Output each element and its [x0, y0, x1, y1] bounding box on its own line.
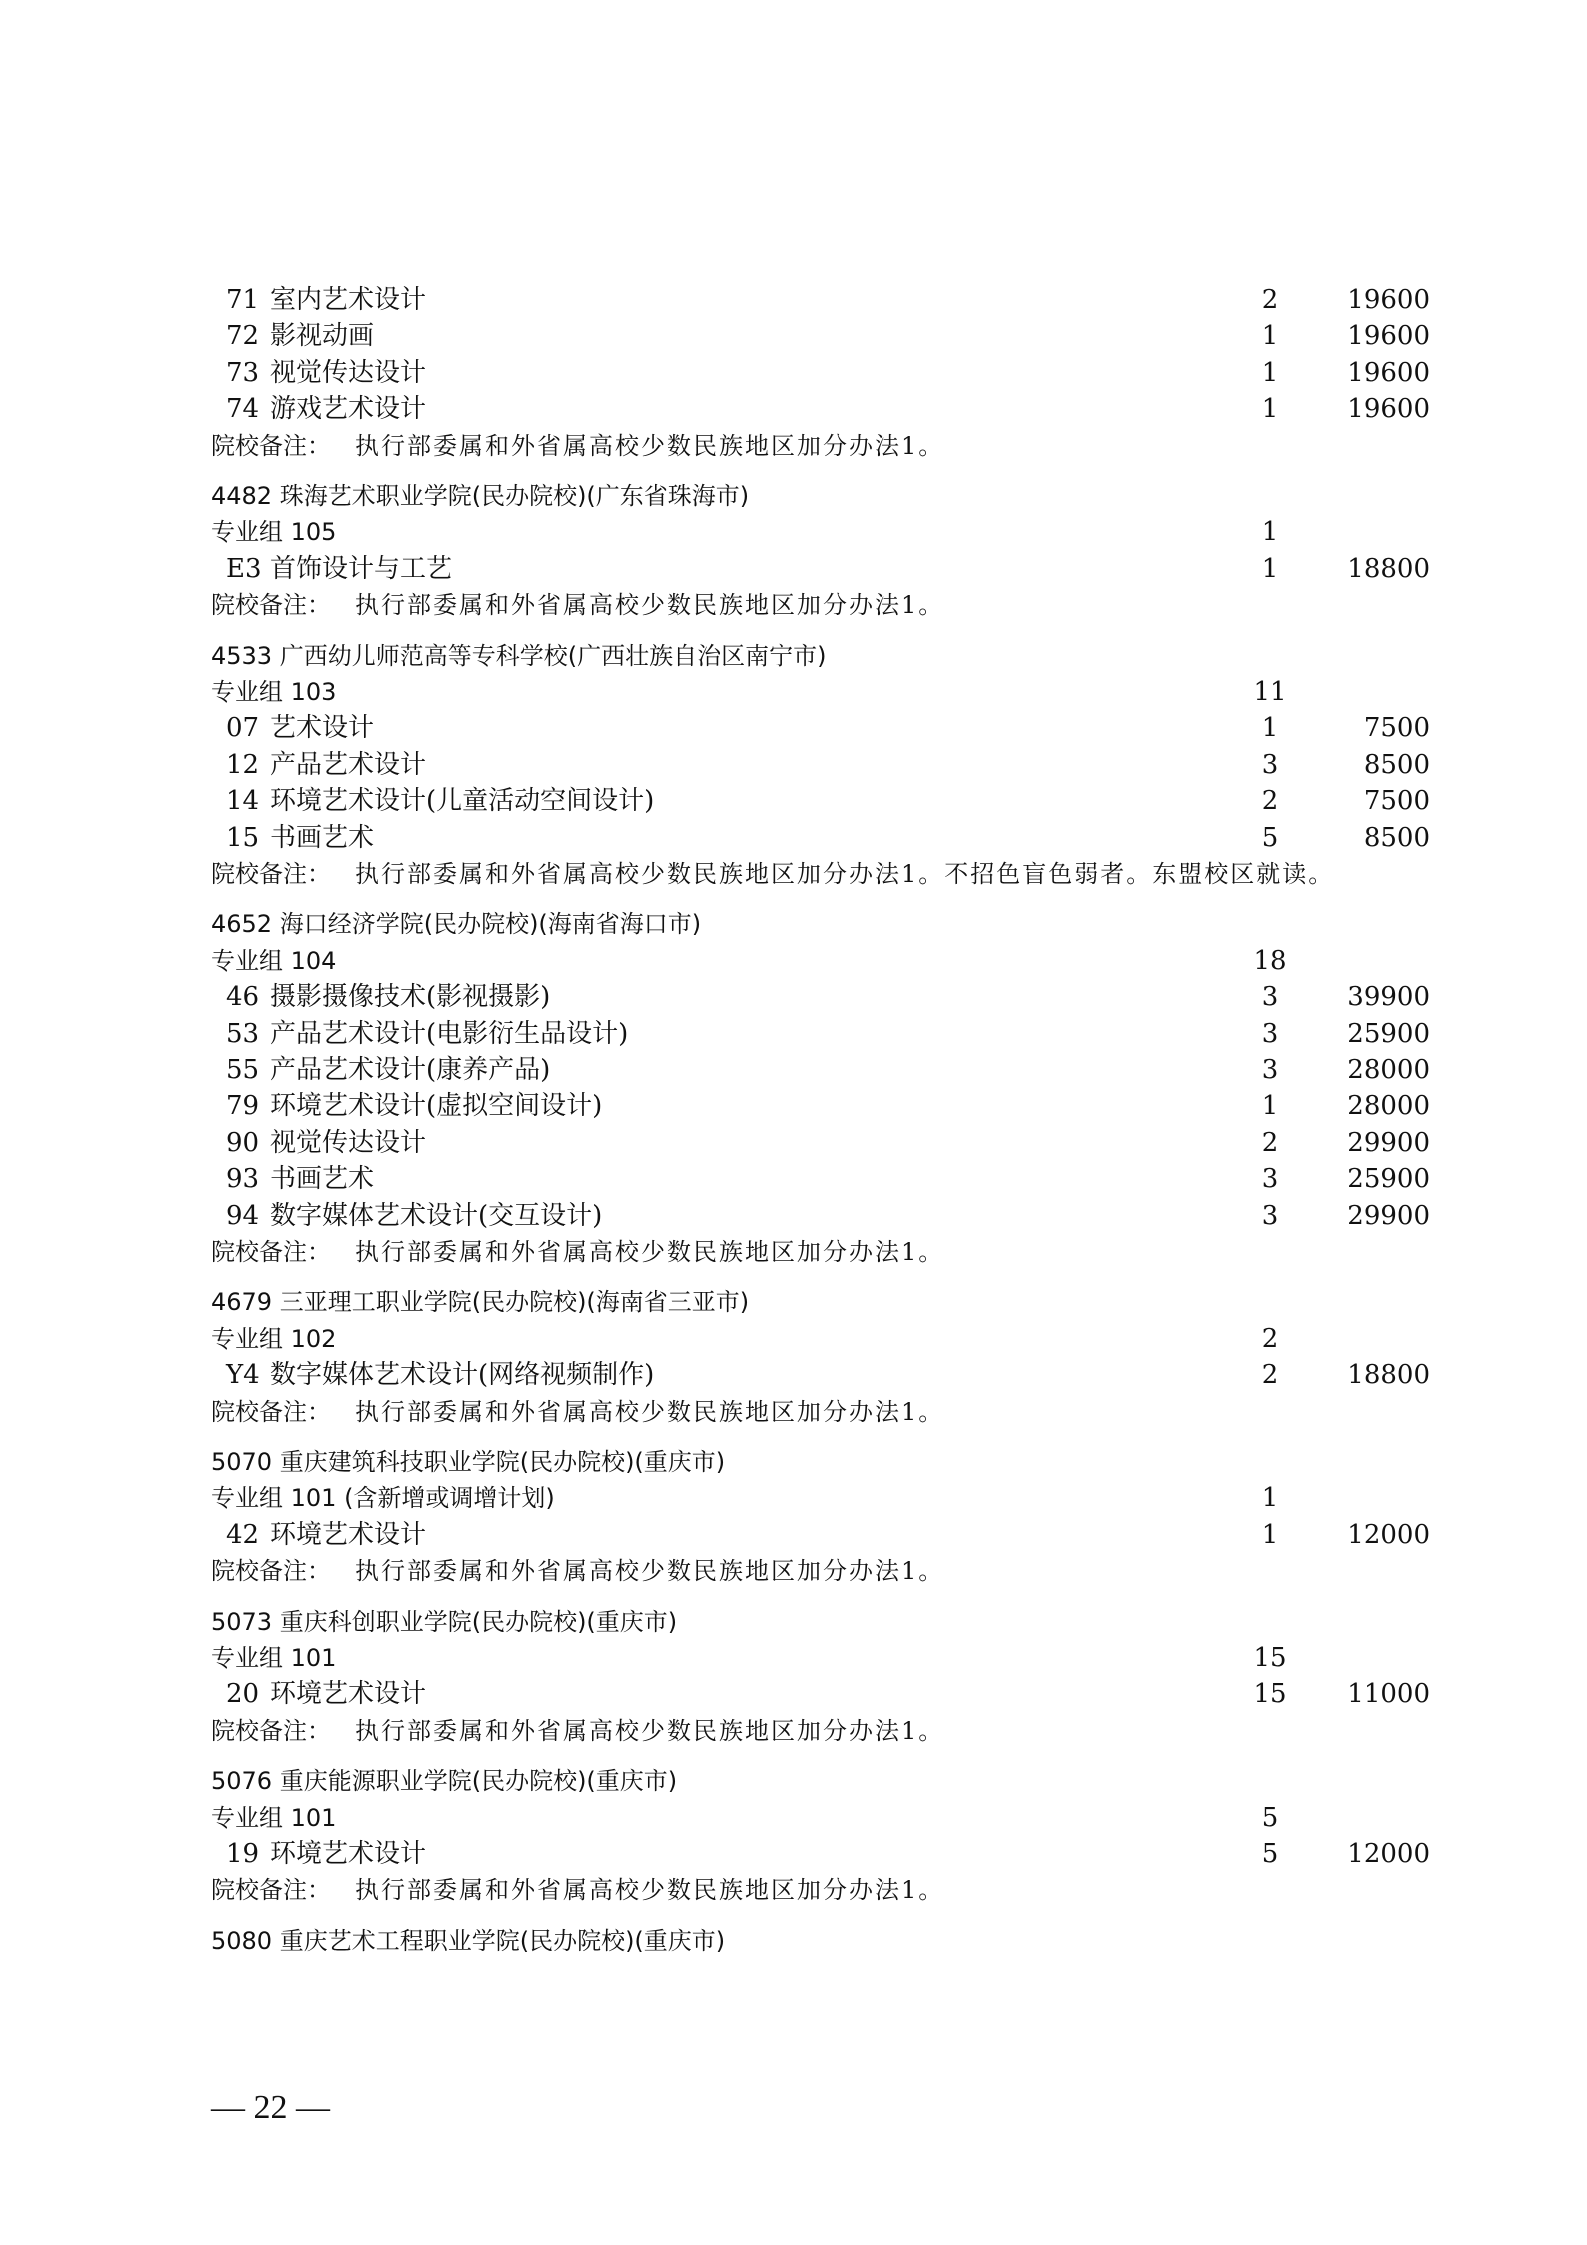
remark-text: 执行部委属和外省属高校少数民族地区加分办法1。 — [355, 1397, 945, 1426]
major-row — [0, 1052, 1587, 1088]
group-title: 专业组 101 (含新增或调增计划) — [211, 1484, 555, 1513]
plan-count: 3 — [1261, 1164, 1279, 1195]
major-name: 产品艺术设计 — [270, 749, 427, 780]
group-title: 专业组 103 — [211, 678, 337, 706]
remark-label: 院校备注： — [211, 431, 331, 460]
school-header-row — [0, 1923, 1587, 1959]
group-plan-count: 5 — [1261, 1802, 1279, 1833]
major-code: 55 — [226, 1055, 260, 1085]
remark-label: 院校备注： — [211, 1876, 331, 1905]
plan-count: 1 — [1261, 321, 1279, 352]
remark-label: 院校备注： — [211, 1238, 331, 1266]
tuition-fee: 19600 — [1347, 394, 1430, 425]
plan-count: 1 — [1261, 357, 1279, 388]
plan-count: 5 — [1261, 822, 1279, 853]
major-row — [0, 551, 1587, 587]
tuition-fee: 25900 — [1347, 1018, 1430, 1049]
plan-count: 1 — [1261, 394, 1279, 425]
tuition-fee: 29900 — [1347, 1127, 1430, 1158]
school-title: 4533 广西幼儿师范高等专科学校(广西壮族自治区南宁市) — [211, 641, 827, 670]
tuition-fee: 28000 — [1347, 1055, 1430, 1085]
major-code: E3 — [226, 553, 262, 584]
school-remark-row — [0, 1713, 1587, 1749]
remark-label: 院校备注： — [211, 1557, 331, 1586]
major-name: 环境艺术设计(儿童活动空间设计) — [270, 786, 655, 817]
tuition-fee: 12000 — [1347, 1519, 1430, 1550]
school-header-row — [0, 906, 1587, 942]
major-code: 42 — [226, 1519, 260, 1550]
tuition-fee: 19600 — [1347, 321, 1430, 352]
major-row — [0, 783, 1587, 819]
tuition-fee: 29900 — [1347, 1200, 1430, 1231]
tuition-fee: 8500 — [1363, 822, 1430, 853]
major-code: 93 — [226, 1164, 260, 1195]
plan-count: 1 — [1261, 1519, 1279, 1550]
school-title: 4679 三亚理工职业学院(民办院校)(海南省三亚市) — [211, 1288, 750, 1317]
major-code: 72 — [226, 321, 260, 352]
remark-text: 执行部委属和外省属高校少数民族地区加分办法1。 — [355, 1238, 945, 1266]
tuition-fee: 7500 — [1363, 713, 1430, 744]
major-group-row — [0, 1480, 1587, 1516]
major-group-row — [0, 1640, 1587, 1676]
major-code: 46 — [226, 982, 260, 1013]
plan-count: 3 — [1261, 1200, 1279, 1231]
major-name: 游戏艺术设计 — [270, 394, 427, 425]
tuition-fee: 19600 — [1347, 357, 1430, 388]
major-name: 室内艺术设计 — [270, 285, 427, 315]
group-title: 专业组 105 — [211, 518, 337, 547]
tuition-fee: 39900 — [1347, 982, 1430, 1013]
school-remark-row — [0, 1394, 1587, 1430]
group-plan-count: 18 — [1253, 945, 1287, 976]
major-name: 影视动画 — [270, 321, 375, 352]
school-remark-row — [0, 1872, 1587, 1908]
major-code: 79 — [226, 1091, 260, 1122]
school-remark-row — [0, 1553, 1587, 1589]
plan-count: 2 — [1261, 786, 1279, 817]
major-row — [0, 1016, 1587, 1052]
tuition-fee: 25900 — [1347, 1164, 1430, 1195]
tuition-fee: 12000 — [1347, 1839, 1430, 1869]
major-row — [0, 1161, 1587, 1197]
major-name: 数字媒体艺术设计(网络视频制作) — [270, 1360, 655, 1391]
major-name: 产品艺术设计(电影衍生品设计) — [270, 1018, 629, 1049]
tuition-fee: 19600 — [1347, 285, 1430, 315]
remark-text: 执行部委属和外省属高校少数民族地区加分办法1。 — [355, 431, 945, 460]
major-code: 07 — [226, 713, 260, 744]
plan-count: 2 — [1261, 1127, 1279, 1158]
school-remark-row — [0, 856, 1587, 892]
major-row — [0, 1517, 1587, 1553]
major-group-row — [0, 1800, 1587, 1836]
major-code: 12 — [226, 749, 260, 780]
major-code: 15 — [226, 822, 260, 853]
major-code: 19 — [226, 1839, 260, 1869]
school-header-row — [0, 638, 1587, 674]
school-header-row — [0, 1604, 1587, 1640]
remark-label: 院校备注： — [211, 591, 331, 620]
major-code: 73 — [226, 357, 260, 388]
major-name: 环境艺术设计 — [270, 1839, 427, 1869]
group-plan-count: 2 — [1261, 1323, 1279, 1354]
school-header-row — [0, 1444, 1587, 1480]
major-row — [0, 710, 1587, 746]
plan-count: 15 — [1253, 1679, 1287, 1710]
major-code: 71 — [226, 285, 260, 315]
school-header-row — [0, 1763, 1587, 1799]
major-name: 环境艺术设计 — [270, 1519, 427, 1550]
major-name: 环境艺术设计 — [270, 1679, 427, 1710]
major-code: Y4 — [226, 1360, 260, 1391]
group-title: 专业组 101 — [211, 1803, 337, 1832]
remark-label: 院校备注： — [211, 860, 331, 888]
major-code: 20 — [226, 1679, 260, 1710]
school-title: 5080 重庆艺术工程职业学院(民办院校)(重庆市) — [211, 1926, 726, 1955]
group-title: 专业组 102 — [211, 1324, 337, 1353]
major-name: 书画艺术 — [270, 822, 375, 853]
tuition-fee: 18800 — [1347, 553, 1430, 584]
major-group-row — [0, 674, 1587, 710]
remark-text: 执行部委属和外省属高校少数民族地区加分办法1。 — [355, 1557, 945, 1586]
remark-text: 执行部委属和外省属高校少数民族地区加分办法1。不招色盲色弱者。东盟校区就读。 — [355, 860, 1335, 888]
plan-count: 2 — [1261, 1360, 1279, 1391]
plan-count: 3 — [1261, 982, 1279, 1013]
remark-text: 执行部委属和外省属高校少数民族地区加分办法1。 — [355, 1876, 945, 1905]
tuition-fee: 28000 — [1347, 1091, 1430, 1122]
remark-label: 院校备注： — [211, 1397, 331, 1426]
school-title: 5070 重庆建筑科技职业学院(民办院校)(重庆市) — [211, 1448, 726, 1476]
tuition-fee: 8500 — [1363, 749, 1430, 780]
major-name: 首饰设计与工艺 — [270, 553, 453, 584]
group-plan-count: 1 — [1261, 517, 1279, 548]
major-code: 94 — [226, 1200, 260, 1231]
plan-count: 2 — [1261, 285, 1279, 315]
major-row — [0, 1198, 1587, 1234]
major-row — [0, 820, 1587, 856]
major-name: 书画艺术 — [270, 1164, 375, 1195]
major-row — [0, 318, 1587, 354]
major-name: 摄影摄像技术(影视摄影) — [270, 982, 551, 1013]
plan-count: 1 — [1261, 713, 1279, 744]
remark-text: 执行部委属和外省属高校少数民族地区加分办法1。 — [355, 591, 945, 620]
plan-count: 1 — [1261, 553, 1279, 584]
major-code: 53 — [226, 1018, 260, 1049]
remark-label: 院校备注： — [211, 1716, 331, 1745]
group-title: 专业组 101 — [211, 1644, 337, 1672]
plan-count: 3 — [1261, 1055, 1279, 1085]
major-name: 视觉传达设计 — [270, 1127, 427, 1158]
plan-count: 3 — [1261, 1018, 1279, 1049]
school-remark-row — [0, 428, 1587, 464]
major-row — [0, 391, 1587, 427]
major-name: 视觉传达设计 — [270, 357, 427, 388]
major-name: 数字媒体艺术设计(交互设计) — [270, 1200, 603, 1231]
school-title: 4482 珠海艺术职业学院(民办院校)(广东省珠海市) — [211, 482, 750, 510]
tuition-fee: 11000 — [1347, 1679, 1430, 1710]
major-name: 产品艺术设计(康养产品) — [270, 1055, 551, 1085]
major-group-row — [0, 1321, 1587, 1357]
major-group-row — [0, 943, 1587, 979]
tuition-fee: 7500 — [1363, 786, 1430, 817]
school-header-row — [0, 478, 1587, 514]
major-row — [0, 1125, 1587, 1161]
major-code: 74 — [226, 394, 260, 425]
remark-text: 执行部委属和外省属高校少数民族地区加分办法1。 — [355, 1716, 945, 1745]
tuition-fee: 18800 — [1347, 1360, 1430, 1391]
major-row — [0, 747, 1587, 783]
school-title: 5076 重庆能源职业学院(民办院校)(重庆市) — [211, 1767, 678, 1796]
major-row — [0, 355, 1587, 391]
major-name: 环境艺术设计(虚拟空间设计) — [270, 1091, 603, 1122]
major-group-row — [0, 514, 1587, 550]
plan-count: 5 — [1261, 1839, 1279, 1869]
major-name: 艺术设计 — [270, 713, 375, 744]
school-header-row — [0, 1284, 1587, 1320]
school-title: 5073 重庆科创职业学院(民办院校)(重庆市) — [211, 1607, 678, 1636]
major-row — [0, 1357, 1587, 1393]
school-title: 4652 海口经济学院(民办院校)(海南省海口市) — [211, 910, 702, 939]
major-code: 14 — [226, 786, 260, 817]
page-number: — 22 — — [211, 2089, 330, 2126]
group-plan-count: 11 — [1253, 677, 1287, 707]
school-remark-row — [0, 587, 1587, 623]
plan-count: 3 — [1261, 749, 1279, 780]
major-row — [0, 1836, 1587, 1872]
major-row — [0, 979, 1587, 1015]
group-title: 专业组 104 — [211, 946, 337, 975]
school-remark-row — [0, 1234, 1587, 1270]
group-plan-count: 15 — [1253, 1643, 1287, 1673]
major-row — [0, 1088, 1587, 1124]
major-code: 90 — [226, 1127, 260, 1158]
plan-count: 1 — [1261, 1091, 1279, 1122]
major-row — [0, 282, 1587, 318]
major-row — [0, 1676, 1587, 1712]
group-plan-count: 1 — [1261, 1483, 1279, 1514]
